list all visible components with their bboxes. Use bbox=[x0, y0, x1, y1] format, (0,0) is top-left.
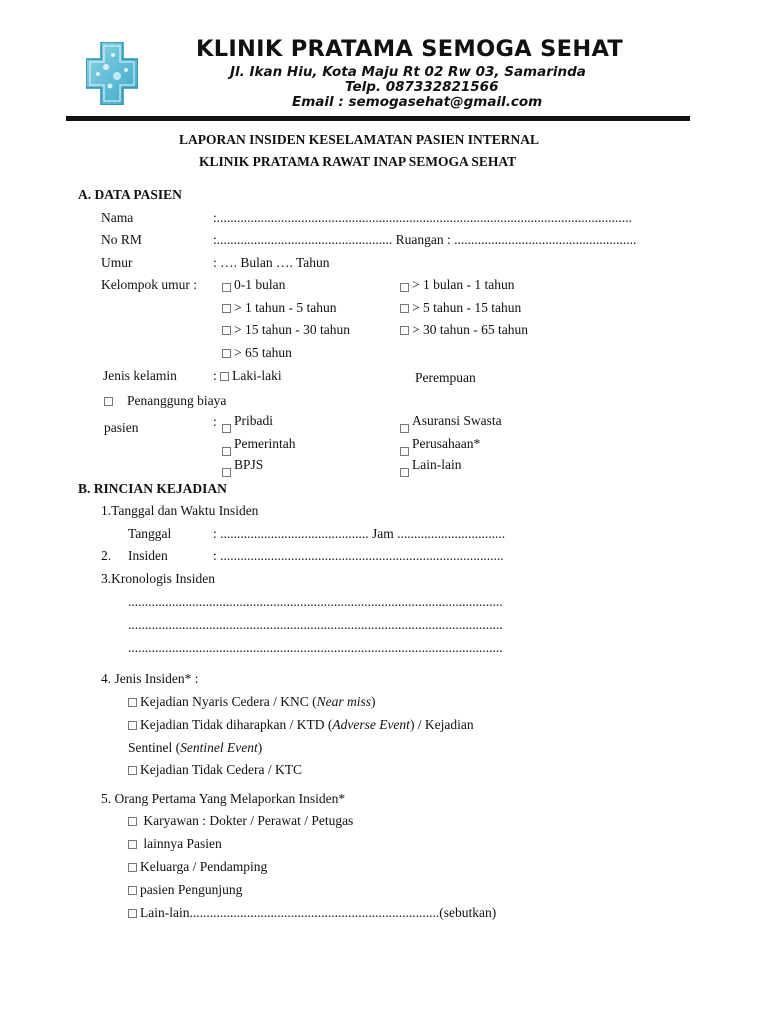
checkbox[interactable] bbox=[400, 283, 409, 292]
checkbox[interactable] bbox=[128, 721, 137, 730]
insiden-label: Insiden bbox=[128, 548, 168, 563]
checkbox[interactable] bbox=[128, 698, 137, 707]
nama-field[interactable]: :........................................................................................................................... bbox=[213, 210, 632, 225]
kelompok-option[interactable]: > 30 tahun - 65 tahun bbox=[400, 322, 528, 338]
kelompok-option[interactable]: > 65 tahun bbox=[222, 345, 292, 361]
jk-option[interactable]: : Laki-laki bbox=[213, 368, 282, 383]
kronologis-line[interactable]: ............................................................................................................... bbox=[128, 617, 503, 632]
checkbox[interactable] bbox=[400, 304, 409, 313]
penanggung-option[interactable]: Lain-lain bbox=[400, 457, 461, 477]
tanggal-jam-field[interactable]: : ............................................ Jam ................................ bbox=[213, 526, 506, 541]
checkbox[interactable] bbox=[400, 326, 409, 335]
jenis-kelamin-label: Jenis kelamin bbox=[103, 368, 177, 383]
tanggal-label: Tanggal bbox=[128, 526, 172, 541]
checkbox[interactable] bbox=[222, 283, 231, 292]
checkbox[interactable] bbox=[128, 909, 137, 918]
jenis-option[interactable]: Kejadian Tidak diharapkan / KTD (Adverse Event) / Kejadian bbox=[128, 717, 474, 733]
checkbox[interactable] bbox=[222, 424, 231, 433]
clinic-address: Jl. Ikan Hiu, Kota Maju Rt 02 Rw 03, Samarinda bbox=[230, 64, 586, 80]
checkbox[interactable] bbox=[128, 766, 137, 775]
pelapor-option[interactable]: Karyawan : Dokter / Perawat / Petugas bbox=[128, 813, 353, 829]
section-a-heading: A. DATA PASIEN bbox=[78, 187, 182, 202]
nama-label: Nama bbox=[101, 210, 134, 225]
kronologis-line[interactable]: ............................................................................................................... bbox=[128, 594, 503, 609]
item-3-label: 3.Kronologis Insiden bbox=[101, 571, 215, 586]
clinic-email: Email : semogasehat@gmail.com bbox=[292, 94, 543, 110]
penanggung-option[interactable]: Pemerintah bbox=[222, 436, 295, 456]
checkbox[interactable] bbox=[128, 886, 137, 895]
checkbox[interactable] bbox=[222, 326, 231, 335]
norm-label: No RM bbox=[101, 232, 142, 247]
report-title: LAPORAN INSIDEN KESELAMATAN PASIEN INTERNAL bbox=[179, 132, 540, 147]
clinic-logo bbox=[86, 42, 138, 105]
item-5-label: 5. Orang Pertama Yang Melaporkan Insiden* bbox=[101, 791, 346, 806]
checkbox[interactable] bbox=[220, 372, 229, 381]
pelapor-option[interactable]: Lain-lain..........................................................................(sebutkan) bbox=[128, 905, 496, 921]
kelompok-option[interactable]: > 1 tahun - 5 tahun bbox=[222, 300, 336, 316]
kelompok-option[interactable]: > 5 tahun - 15 tahun bbox=[400, 300, 521, 316]
kelompok-option[interactable]: > 15 tahun - 30 tahun bbox=[222, 322, 350, 338]
insiden-field[interactable]: : .................................................................................... bbox=[213, 548, 504, 563]
report-subtitle: KLINIK PRATAMA RAWAT INAP SEMOGA SEHAT bbox=[199, 154, 517, 169]
checkbox[interactable] bbox=[222, 468, 231, 477]
item-1-label: 1.Tanggal dan Waktu Insiden bbox=[101, 503, 259, 518]
kelompok-option[interactable]: 0-1 bulan bbox=[222, 277, 285, 293]
item-4-label: 4. Jenis Insiden* : bbox=[101, 671, 199, 686]
checkbox[interactable] bbox=[128, 840, 137, 849]
kelompok-option[interactable]: > 1 bulan - 1 tahun bbox=[400, 277, 514, 293]
item-2-number: 2. bbox=[101, 548, 112, 563]
jenis-option-cont: Sentinel (Sentinel Event) bbox=[128, 740, 263, 755]
kronologis-line[interactable]: ............................................................................................................... bbox=[128, 640, 503, 655]
jenis-option[interactable]: Kejadian Tidak Cedera / KTC bbox=[128, 762, 302, 778]
pelapor-option[interactable]: lainnya Pasien bbox=[128, 836, 222, 852]
jk-option[interactable]: Perempuan bbox=[415, 370, 476, 385]
penanggung-option[interactable]: Pribadi bbox=[222, 413, 273, 433]
checkbox[interactable] bbox=[400, 447, 409, 456]
checkbox[interactable] bbox=[222, 304, 231, 313]
penanggung-label-2: pasien bbox=[104, 420, 139, 435]
checkbox[interactable] bbox=[128, 817, 137, 826]
clinic-phone: Telp. 087332821566 bbox=[345, 79, 499, 95]
clinic-name: KLINIK PRATAMA SEMOGA SEHAT bbox=[196, 36, 624, 62]
penanggung-option[interactable]: BPJS bbox=[222, 457, 263, 477]
jenis-option[interactable]: Kejadian Nyaris Cedera / KNC (Near miss) bbox=[128, 694, 375, 710]
umur-label: Umur bbox=[101, 255, 133, 270]
penanggung-option[interactable]: Asuransi Swasta bbox=[400, 413, 502, 433]
pelapor-option[interactable]: pasien Pengunjung bbox=[128, 882, 242, 898]
checkbox[interactable] bbox=[222, 447, 231, 456]
checkbox[interactable] bbox=[400, 424, 409, 433]
checkbox[interactable] bbox=[222, 349, 231, 358]
norm-ruangan-field[interactable]: :.................................................... Ruangan : ...................................................... bbox=[213, 232, 637, 247]
section-b-heading: B. RINCIAN KEJADIAN bbox=[78, 481, 227, 496]
checkbox[interactable] bbox=[104, 397, 113, 406]
penanggung-option[interactable]: Perusahaan* bbox=[400, 436, 480, 456]
kelompok-umur-label: Kelompok umur : bbox=[101, 277, 198, 292]
pelapor-option[interactable]: Keluarga / Pendamping bbox=[128, 859, 267, 875]
checkbox[interactable] bbox=[400, 468, 409, 477]
checkbox[interactable] bbox=[128, 863, 137, 872]
header-rule bbox=[66, 116, 690, 121]
penanggung-label: Penanggung biaya bbox=[104, 393, 226, 409]
umur-field[interactable]: : …. Bulan …. Tahun bbox=[213, 255, 330, 270]
